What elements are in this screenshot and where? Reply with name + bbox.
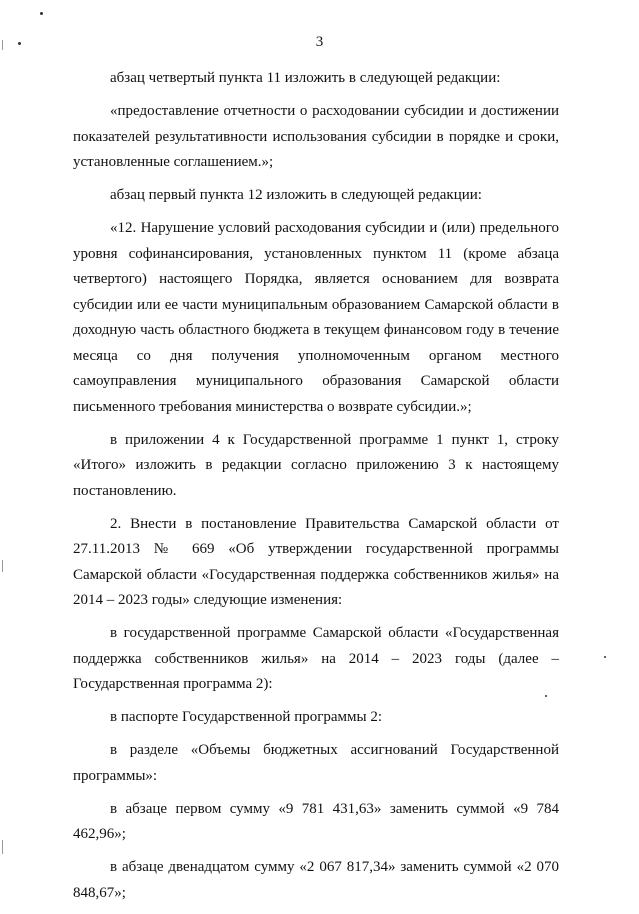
paragraph-passport: в паспорте Государственной программы 2: <box>110 709 383 725</box>
scan-edge-mark <box>2 560 3 572</box>
paragraph-section-budget: в разделе «Объемы бюджетных ассигнований Государственной программы»: <box>73 742 559 784</box>
paragraph-quote-reporting: «предоставление отчетности о расходовании субсидии и достижении показателей результативности использования субсидии в порядке и сроки, установленные соглашением.»; <box>73 103 559 170</box>
scan-speck <box>604 656 606 658</box>
paragraph-first-sum: в абзаце первом сумму «9 781 431,63» заменить суммой «9 784 462,96»; <box>73 800 559 842</box>
paragraph-amendment-11: абзац четвертый пункта 11 изложить в следующей редакции: <box>110 70 501 86</box>
paragraph-item-2: 2. Внести в постановление Правительства Самарской области от 27.11.2013 № 669 «Об утверждении государственной программы Самарской области «Государственная поддержка собственников жилья» на 2014 – 2023 годы» следующие изменения: <box>73 515 559 608</box>
page-number: 3 <box>315 34 324 50</box>
paragraph-quote-violation: «12. Нарушение условий расходования субсидии и (или) предельного уровня софинансирования, установленных пунктом 11 (кроме абзаца четвертого) настоящего Порядка, является основанием для возврата субсидии или ее части муниципальным образованием Самарской области в доходную часть областного бюджета в текущем финансовом году в течение месяца со дня получения уполномоченным органом местного самоуправления муниципального образования Самарской области письменного требования министерства о возврате субсидии.»; <box>73 220 559 415</box>
paragraph-appendix-4: в приложении 4 к Государственной программе 1 пункт 1, строку «Итого» изложить в редакции согласно приложению 3 к настоящему постановлению. <box>73 431 559 499</box>
scan-speck <box>40 12 43 15</box>
scan-edge-mark <box>2 840 3 854</box>
paragraph-twelfth-sum: в абзаце двенадцатом сумму «2 067 817,34» заменить суммой «2 070 848,67»; <box>73 859 559 901</box>
paragraph-amendment-12: абзац первый пункта 12 изложить в следующей редакции: <box>110 187 482 203</box>
document-body <box>73 66 559 914</box>
paragraph-state-program: в государственной программе Самарской области «Государственная поддержка собственников жилья» на 2014 – 2023 годы (далее – Государственная программа 2): <box>73 625 559 692</box>
